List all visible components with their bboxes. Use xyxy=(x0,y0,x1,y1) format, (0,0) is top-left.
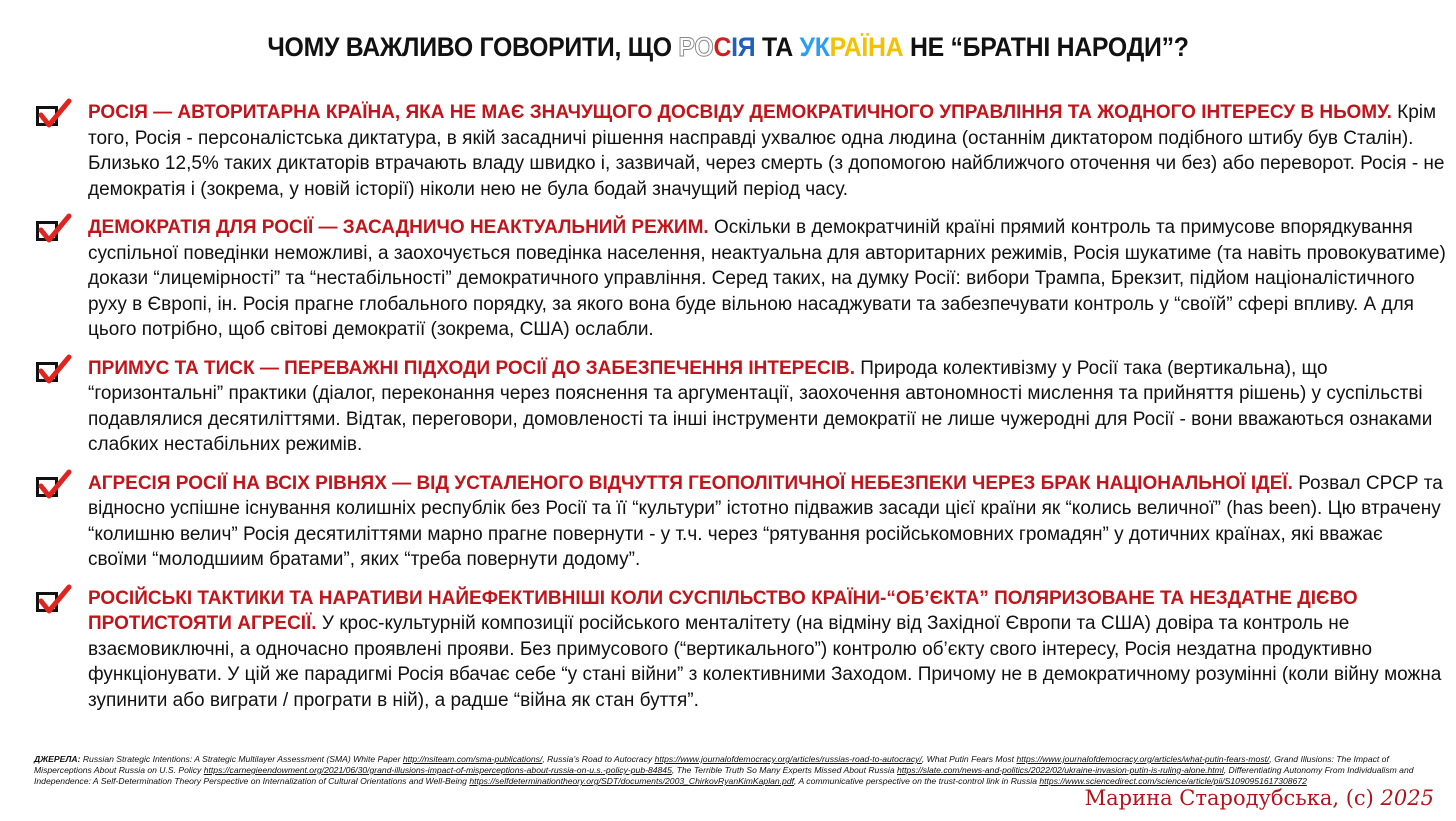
source-link[interactable]: https://www.journalofdemocracy.org/articles/what-putin-fears-most/ xyxy=(1016,754,1270,764)
title-part-1: ЧОМУ ВАЖЛИВО ГОВОРИТИ, ЩО xyxy=(267,32,679,62)
source-link[interactable]: http://nsiteam.com/sma-publications/ xyxy=(402,754,543,764)
checked-box-icon xyxy=(36,477,58,497)
list-item-body: У крос-культурній композиції російського менталітету (на відміну від Західної Європи та США) довіра та контроль не взаємовиключні, а одночасно проявлені прояви. Без примусового (“вертикального”) контролю об’єкту свого інтересу, Росія нездатна продуктивно функціонувати. У цій же парадигмі Росія вбачає себе “у стані війни” з колективними Заходом. Причому не в демократичному розумінні (коли війну можна зупинити або виграти / програти в ній), а радше “війна як стан буття”. xyxy=(88,613,1442,711)
list-item xyxy=(36,356,1446,458)
source-title: , What Putin Fears Most xyxy=(921,754,1017,764)
list-item-body: Крім того, Росія - персоналістська диктатура, в якій засадничі рішення насправді ухвалює одна людина (останнім диктатором подібного штибу був Сталін). Близько 12,5% таких диктаторів втрачають владу швидко і, зазвичай, через смерть (з допомогою найближчого оточення чи без) або переворот. Росія - не демократія і (зокрема, у новій історії) ніколи нею не була бодай значущий період часу. xyxy=(88,102,1445,200)
title-ukraine-blue: УК xyxy=(799,32,830,62)
list-item xyxy=(36,586,1446,714)
author-year: 2025 xyxy=(1380,786,1434,810)
list-item-text xyxy=(88,586,1446,714)
list-item xyxy=(36,471,1446,573)
title-russia-letter-1: Р xyxy=(678,32,695,62)
source-title: , Differentiating Autonomy From Individualism and Independence: A Self-Determination Theory Perspective on Internalization of Cultural Orientations and Well-Being xyxy=(34,765,1414,786)
list-item-heading: РОСІЙСЬКІ ТАКТИКИ ТА НАРАТИВИ НАЙЕФЕКТИВНІШІ КОЛИ СУСПІЛЬСТВО КРАЇНИ-“ОБ’ЄКТА” ПОЛЯРИЗОВАНЕ ТА НЕЗДАТНЕ ДІЄВО ПРОТИСТОЯТИ АГРЕСІЇ. xyxy=(88,587,1358,634)
list-item xyxy=(36,100,1446,202)
source-title: , The Terrible Truth So Many Experts Missed About Russia xyxy=(671,765,897,775)
checked-box-icon xyxy=(36,106,58,126)
title-part-2: ТА xyxy=(755,32,800,62)
checked-box-icon xyxy=(36,592,58,612)
list-item-heading: ПРИМУС ТА ТИСК — ПЕРЕВАЖНІ ПІДХОДИ РОСІЇ ДО ЗАБЕЗПЕЧЕННЯ ІНТЕРЕСІВ. xyxy=(88,357,855,379)
list-item-text xyxy=(88,471,1446,573)
list-item xyxy=(36,215,1446,343)
source-link[interactable]: https://www.sciencedirect.com/science/article/pii/S1090951617308672 xyxy=(1039,776,1307,786)
page-title xyxy=(58,32,1398,63)
source-title: , A communicative perspective on the trust-control link in Russia xyxy=(794,776,1040,786)
source-link[interactable]: https://slate.com/news-and-politics/2022/02/ukraine-invasion-putin-is-ruling-alone.html xyxy=(897,765,1224,775)
source-title: , Grand Illusions: The Impact of Misperceptions About Russia on U.S. Policy xyxy=(34,754,1389,775)
list-item-body: Природа колективізму у Росії така (вертикальна), що “горизонтальні” практики (діалог, переконання через пояснення та аргументації, заохочення автономності мислення та прийняття рішень) у суспільстві подавлялися десятиліттями. Відтак, переговори, домовленості та інші інструменти демократії не лише чужеродні для Росії - вони вважаються ознаками слабких нестабільних режимів. xyxy=(88,357,1433,455)
author-name: Марина Стародубська, (с) xyxy=(1084,786,1381,810)
title-ukraine-yellow: РАЇНА xyxy=(829,32,904,62)
thesis-list xyxy=(36,100,1446,726)
title-russia-letter-4: ІЯ xyxy=(731,32,756,62)
list-item-body: Розвал СРСР та відносно успішне існування колишніх республік без Росії та її “культури” істотно підважив засади цієї країни як “колись величної” (has been). Цю втрачену “колишню велич” Росія десятиліттями марно прагне повернути - у т.ч. через “рятування російськомовних громадян” у дотичних країнах, які вважає своїми “молодшиим братами”, яких “треба повернути додому”. xyxy=(88,472,1443,570)
list-item-text xyxy=(88,215,1446,343)
list-item-heading: РОСІЯ — АВТОРИТАРНА КРАЇНА, ЯКА НЕ МАЄ ЗНАЧУЩОГО ДОСВІДУ ДЕМОКРАТИЧНОГО УПРАВЛІННЯ ТА ЖОДНОГО ІНТЕРЕСУ В НЬОМУ. xyxy=(88,102,1392,123)
author-signature xyxy=(1085,786,1434,810)
checked-box-icon xyxy=(36,362,58,382)
list-item-heading: ДЕМОКРАТІЯ ДЛЯ РОСІЇ — ЗАСАДНИЧО НЕАКТУАЛЬНИЙ РЕЖИМ. xyxy=(88,217,709,238)
title-russia-letter-2: О xyxy=(694,32,714,62)
sources-footnote xyxy=(34,754,1424,787)
list-item-text xyxy=(88,100,1446,202)
list-item-heading: АГРЕСІЯ РОСІЇ НА ВСІХ РІВНЯХ — ВІД УСТАЛЕНОГО ВІДЧУТТЯ ГЕОПОЛІТИЧНОЇ НЕБЕЗПЕКИ ЧЕРЕЗ БРАК НАЦІОНАЛЬНОЇ ІДЕЇ. xyxy=(88,472,1293,494)
sources-label: ДЖЕРЕЛА: xyxy=(34,754,81,764)
title-part-3: НЕ “БРАТНІ НАРОДИ”? xyxy=(903,32,1189,62)
source-title: , Russia’s Road to Autocracy xyxy=(542,754,655,764)
source-link[interactable]: https://selfdeterminationtheory.org/SDT/documents/2003_ChirkovRyanKimKaplan.pdf xyxy=(469,776,795,786)
list-item-text xyxy=(88,356,1446,458)
title-russia-letter-3: С xyxy=(713,32,732,62)
source-title: Russian Strategic Intentions: A Strategic Multilayer Assessment (SMA) White Paper xyxy=(80,754,403,764)
source-link[interactable]: https://www.journalofdemocracy.org/articles/russias-road-to-autocracy/ xyxy=(654,754,922,764)
source-link[interactable]: https://carnegieendowment.org/2021/06/30/grand-illusions-impact-of-misperceptions-about-russia-on-u.s.-policy-pub-84845 xyxy=(203,765,672,775)
checked-box-icon xyxy=(36,221,58,241)
list-item-body: Оскільки в демократчиній країні прямий контроль та примусове впорядкування суспільної поведінки неможливі, а заохочується поведінка населення, неактуальна для авторитарних режимів, Росія шукатиме (та навіть провокуватиме) докази “лицемірності” та “нестабільності” демократичного управління. Серед таких, на думку Росії: вибори Трампа, Брекзит, підйом націоналістичного руху в Європі, ін. Росія прагне глобального порядку, за якого вона буде вільною насаджувати та забезпечувати контроль у “своїй” сфері впливу. А для цього потрібно, щоб світові демократії (зокрема, США) ослабли. xyxy=(88,217,1446,340)
